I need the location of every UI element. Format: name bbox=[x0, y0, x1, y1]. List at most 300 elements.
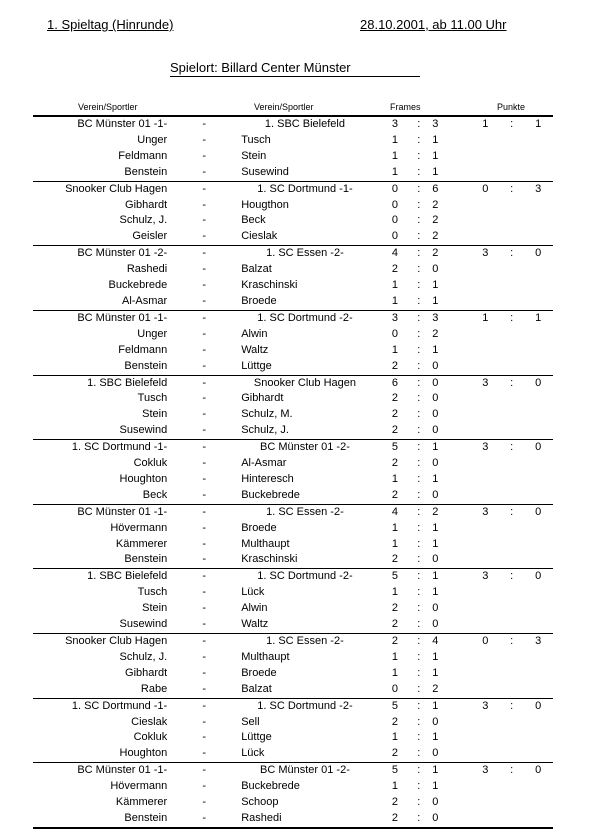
spacer bbox=[447, 521, 470, 537]
points-away bbox=[523, 213, 553, 229]
points-colon: : bbox=[510, 118, 514, 130]
game-row bbox=[33, 779, 553, 795]
points-home bbox=[471, 617, 501, 633]
points-colon bbox=[500, 715, 523, 731]
points-home bbox=[471, 682, 501, 698]
frames-away: 1 bbox=[432, 666, 439, 679]
spacer bbox=[447, 198, 470, 214]
points-colon bbox=[500, 521, 523, 537]
versus-dash: - bbox=[167, 634, 241, 650]
game-row bbox=[33, 585, 553, 601]
spacer bbox=[447, 779, 470, 795]
points-home: 3 bbox=[471, 246, 501, 262]
frames-away: 2 bbox=[432, 214, 439, 227]
points-home bbox=[471, 521, 501, 537]
frames-colon: : bbox=[417, 682, 421, 695]
points-colon bbox=[500, 229, 523, 245]
points-colon bbox=[500, 423, 523, 439]
points-home bbox=[471, 746, 501, 762]
points-away bbox=[523, 278, 553, 294]
points-away bbox=[523, 585, 553, 601]
game-row bbox=[33, 601, 553, 617]
frames-colon: : bbox=[409, 246, 428, 262]
match-row bbox=[33, 181, 553, 197]
versus-dash: - bbox=[202, 165, 207, 178]
points-home bbox=[471, 165, 501, 181]
frames-home: 1 bbox=[391, 586, 399, 599]
versus-dash: - bbox=[167, 698, 241, 714]
match-row bbox=[33, 504, 553, 520]
frames-home: 2 bbox=[391, 424, 399, 437]
spacer bbox=[447, 617, 470, 633]
points-home bbox=[471, 601, 501, 617]
spacer bbox=[447, 552, 470, 568]
frames-away: 0 bbox=[432, 263, 439, 276]
game-row bbox=[33, 537, 553, 553]
frames-home: 2 bbox=[391, 263, 399, 276]
home-player: Cieslak bbox=[131, 715, 168, 728]
points-home bbox=[471, 327, 501, 343]
home-player: Stein bbox=[142, 408, 168, 421]
versus-dash: - bbox=[202, 230, 207, 243]
points-colon bbox=[500, 537, 523, 553]
points-colon bbox=[500, 359, 523, 375]
frames-colon: : bbox=[409, 811, 428, 828]
frames-home: 2 bbox=[391, 408, 399, 421]
spacer bbox=[447, 585, 470, 601]
spacer bbox=[447, 456, 470, 472]
frames-away: 3 bbox=[432, 118, 439, 130]
frames-colon: : bbox=[417, 263, 421, 276]
points-colon bbox=[500, 601, 523, 617]
column-header-frames: Frames bbox=[390, 102, 421, 112]
frames-home: 1 bbox=[391, 165, 399, 178]
home-player: Tusch bbox=[137, 392, 168, 405]
home-player: Gibhardt bbox=[125, 198, 168, 211]
points-colon bbox=[500, 585, 523, 601]
spacer bbox=[447, 165, 470, 181]
away-player: Broede bbox=[241, 666, 277, 679]
home-player: Gibhardt bbox=[125, 666, 168, 679]
away-player: Beck bbox=[241, 214, 266, 227]
spacer bbox=[447, 488, 470, 504]
away-player: Balzat bbox=[241, 263, 272, 276]
points-away bbox=[523, 327, 553, 343]
frames-away: 0 bbox=[432, 488, 439, 501]
frames-home: 2 bbox=[381, 634, 410, 650]
frames-home: 2 bbox=[391, 392, 399, 405]
versus-dash: - bbox=[202, 198, 207, 211]
points-colon: : bbox=[500, 310, 523, 326]
round-title: 1. Spieltag (Hinrunde) bbox=[47, 17, 174, 32]
points-home: 3 bbox=[471, 440, 501, 456]
frames-colon: : bbox=[417, 521, 421, 534]
game-row bbox=[33, 229, 553, 245]
versus-dash: - bbox=[202, 731, 207, 744]
versus-dash: - bbox=[202, 472, 207, 485]
game-row bbox=[33, 552, 553, 568]
frames-colon: : bbox=[417, 796, 421, 809]
frames-away: 0 bbox=[428, 811, 447, 828]
points-away: 0 bbox=[523, 246, 553, 262]
game-row bbox=[33, 682, 553, 698]
points-away: 1 bbox=[535, 118, 542, 130]
frames-away: 0 bbox=[432, 553, 439, 566]
spacer bbox=[447, 730, 470, 746]
game-row bbox=[33, 795, 553, 811]
points-colon bbox=[500, 456, 523, 472]
match-row bbox=[33, 310, 553, 326]
versus-dash: - bbox=[202, 424, 207, 437]
home-team: BC Münster 01 -1- bbox=[33, 310, 167, 326]
frames-colon: : bbox=[417, 230, 421, 243]
away-player: Multhaupt bbox=[241, 537, 290, 550]
frames-colon: : bbox=[417, 618, 421, 631]
frames-away: 0 bbox=[432, 392, 439, 405]
versus-dash: - bbox=[202, 279, 207, 292]
frames-colon: : bbox=[417, 165, 421, 178]
points-away bbox=[523, 407, 553, 423]
points-home bbox=[471, 537, 501, 553]
spacer bbox=[447, 133, 470, 149]
away-team: 1. SC Dortmund -2- bbox=[241, 569, 381, 585]
spacer bbox=[447, 149, 470, 165]
points-away: 0 bbox=[523, 569, 553, 585]
frames-away: 2 bbox=[428, 504, 447, 520]
away-player: Balzat bbox=[241, 682, 272, 695]
versus-dash: - bbox=[167, 440, 241, 456]
spacer bbox=[447, 650, 470, 666]
points-away bbox=[523, 650, 553, 666]
home-player: Feldmann bbox=[118, 343, 168, 356]
spacer bbox=[447, 472, 470, 488]
frames-home: 0 bbox=[391, 198, 399, 211]
points-away: 0 bbox=[523, 375, 553, 391]
game-row bbox=[33, 617, 553, 633]
away-player: Hinteresch bbox=[241, 472, 294, 485]
spacer bbox=[447, 440, 470, 456]
frames-colon: : bbox=[417, 715, 421, 728]
versus-dash: - bbox=[167, 569, 241, 585]
spacer bbox=[447, 634, 470, 650]
points-home: 1 bbox=[471, 310, 501, 326]
versus-dash: - bbox=[167, 763, 241, 779]
match-row bbox=[33, 763, 553, 779]
points-home: 3 bbox=[471, 763, 501, 779]
points-away bbox=[523, 811, 553, 828]
points-home bbox=[471, 488, 501, 504]
game-row bbox=[33, 472, 553, 488]
frames-colon: : bbox=[417, 359, 421, 372]
away-player: Broede bbox=[241, 294, 277, 307]
away-player: Kraschinski bbox=[241, 279, 298, 292]
points-away: 1 bbox=[523, 310, 553, 326]
game-row bbox=[33, 423, 553, 439]
away-player: Broede bbox=[241, 521, 277, 534]
points-away bbox=[523, 149, 553, 165]
points-away bbox=[523, 552, 553, 568]
frames-away: 0 bbox=[432, 715, 439, 728]
points-away bbox=[523, 779, 553, 795]
points-home bbox=[471, 650, 501, 666]
away-player: Buckebrede bbox=[241, 488, 300, 501]
points-colon bbox=[500, 327, 523, 343]
spacer bbox=[447, 310, 470, 326]
points-home bbox=[471, 359, 501, 375]
match-row bbox=[33, 698, 553, 714]
home-player: Benstein bbox=[33, 811, 167, 828]
spacer bbox=[447, 246, 470, 262]
frames-away: 1 bbox=[432, 650, 439, 663]
spacer bbox=[447, 715, 470, 731]
versus-dash: - bbox=[202, 294, 207, 307]
points-colon bbox=[500, 617, 523, 633]
points-home: 0 bbox=[471, 634, 501, 650]
frames-colon: : bbox=[417, 214, 421, 227]
spacer bbox=[447, 569, 470, 585]
frames-colon: : bbox=[417, 118, 421, 130]
frames-away: 1 bbox=[432, 472, 439, 485]
points-home bbox=[471, 795, 501, 811]
frames-home: 2 bbox=[391, 488, 399, 501]
home-player: Kämmerer bbox=[115, 796, 168, 809]
points-home bbox=[471, 133, 501, 149]
frames-away: 0 bbox=[432, 602, 439, 615]
home-player: Benstein bbox=[124, 165, 168, 178]
versus-dash: - bbox=[202, 327, 207, 340]
points-away bbox=[523, 229, 553, 245]
versus-dash: - bbox=[202, 214, 207, 227]
game-row bbox=[33, 359, 553, 375]
away-player: Schulz, M. bbox=[241, 408, 293, 421]
home-player: Susewind bbox=[119, 618, 168, 631]
game-row bbox=[33, 327, 553, 343]
versus-dash: - bbox=[202, 457, 207, 470]
points-away bbox=[523, 666, 553, 682]
frames-home: 6 bbox=[381, 375, 410, 391]
versus-dash: - bbox=[202, 118, 207, 130]
frames-colon: : bbox=[417, 133, 421, 146]
points-away bbox=[523, 343, 553, 359]
game-row bbox=[33, 730, 553, 746]
points-home bbox=[471, 779, 501, 795]
frames-colon: : bbox=[417, 343, 421, 356]
home-team: 1. SC Dortmund -1- bbox=[33, 440, 167, 456]
frames-home: 1 bbox=[391, 133, 399, 146]
frames-colon: : bbox=[417, 602, 421, 615]
frames-colon: : bbox=[417, 488, 421, 501]
home-player: Schulz, J. bbox=[119, 650, 168, 663]
points-away bbox=[523, 391, 553, 407]
frames-home: 2 bbox=[391, 602, 399, 615]
home-player: Unger bbox=[137, 133, 168, 146]
home-player: Rabe bbox=[140, 682, 168, 695]
points-away: 0 bbox=[523, 440, 553, 456]
frames-colon: : bbox=[417, 198, 421, 211]
venue-title: Spielort: Billard Center Münster bbox=[170, 60, 420, 77]
frames-away: 1 bbox=[432, 343, 439, 356]
versus-dash: - bbox=[202, 747, 207, 760]
versus-dash: - bbox=[167, 504, 241, 520]
home-team: BC Münster 01 -1- bbox=[33, 763, 167, 779]
points-home bbox=[471, 730, 501, 746]
game-row bbox=[33, 213, 553, 229]
away-player: Lüttge bbox=[241, 359, 272, 372]
frames-away: 2 bbox=[432, 230, 439, 243]
frames-away: 0 bbox=[432, 747, 439, 760]
home-player: Rashedi bbox=[126, 263, 168, 276]
frames-home: 1 bbox=[391, 472, 399, 485]
points-colon bbox=[500, 682, 523, 698]
spacer bbox=[447, 666, 470, 682]
match-row bbox=[33, 375, 553, 391]
versus-dash: - bbox=[202, 488, 207, 501]
column-header-points: Punkte bbox=[497, 102, 526, 112]
away-player: Buckebrede bbox=[241, 780, 300, 793]
away-team: 1. SC Dortmund -2- bbox=[241, 698, 381, 714]
spacer bbox=[447, 278, 470, 294]
points-colon bbox=[500, 391, 523, 407]
versus-dash: - bbox=[202, 537, 207, 550]
home-player: Al-Asmar bbox=[121, 294, 168, 307]
points-home bbox=[471, 278, 501, 294]
points-colon bbox=[500, 198, 523, 214]
versus-dash: - bbox=[167, 375, 241, 391]
game-row bbox=[33, 650, 553, 666]
frames-colon: : bbox=[417, 650, 421, 663]
points-away bbox=[523, 521, 553, 537]
frames-colon: : bbox=[409, 763, 428, 779]
spacer bbox=[447, 229, 470, 245]
points-away bbox=[523, 456, 553, 472]
away-team: 1. SC Dortmund -1- bbox=[241, 181, 381, 197]
away-player: Schoop bbox=[241, 796, 279, 809]
away-team: Snooker Club Hagen bbox=[241, 375, 381, 391]
versus-dash: - bbox=[202, 553, 207, 566]
versus-dash: - bbox=[202, 715, 207, 728]
frames-away: 2 bbox=[432, 327, 439, 340]
frames-away: 1 bbox=[428, 763, 447, 779]
versus-dash: - bbox=[202, 666, 207, 679]
points-colon: : bbox=[500, 181, 523, 197]
points-home bbox=[471, 149, 501, 165]
home-player: Hövermann bbox=[110, 780, 168, 793]
frames-colon: : bbox=[417, 780, 421, 793]
match-row bbox=[33, 634, 553, 650]
home-team: BC Münster 01 -1- bbox=[77, 118, 168, 130]
spacer bbox=[447, 327, 470, 343]
frames-home: 2 bbox=[391, 359, 399, 372]
date-time: 28.10.2001, ab 11.00 Uhr bbox=[360, 17, 507, 32]
game-row bbox=[33, 149, 553, 165]
frames-colon: : bbox=[417, 327, 421, 340]
home-player: Hövermann bbox=[110, 521, 168, 534]
points-home bbox=[471, 262, 501, 278]
versus-dash: - bbox=[202, 133, 207, 146]
spacer bbox=[447, 763, 470, 779]
home-player: Unger bbox=[137, 327, 168, 340]
versus-dash: - bbox=[202, 780, 207, 793]
away-player: Multhaupt bbox=[241, 650, 290, 663]
points-home bbox=[471, 407, 501, 423]
frames-away: 0 bbox=[432, 359, 439, 372]
points-colon: : bbox=[500, 504, 523, 520]
home-team: BC Münster 01 -1- bbox=[33, 504, 167, 520]
versus-dash: - bbox=[202, 263, 207, 276]
game-row bbox=[33, 133, 553, 149]
game-row bbox=[33, 343, 553, 359]
versus-dash: - bbox=[202, 682, 207, 695]
points-home: 3 bbox=[471, 698, 501, 714]
home-player: Feldmann bbox=[118, 149, 168, 162]
frames-away: 1 bbox=[432, 537, 439, 550]
frames-home: 1 bbox=[391, 521, 399, 534]
points-away: 0 bbox=[523, 698, 553, 714]
spacer bbox=[447, 359, 470, 375]
away-player: Cieslak bbox=[241, 230, 278, 243]
match-row bbox=[33, 246, 553, 262]
points-colon bbox=[500, 294, 523, 310]
spacer bbox=[447, 391, 470, 407]
frames-colon: : bbox=[417, 731, 421, 744]
home-player: Cokluk bbox=[133, 731, 168, 744]
spacer bbox=[447, 213, 470, 229]
away-team: 1. SBC Bielefeld bbox=[264, 118, 345, 130]
frames-home: 0 bbox=[381, 181, 410, 197]
home-player: Tusch bbox=[137, 586, 168, 599]
frames-home: 2 bbox=[391, 457, 399, 470]
points-away bbox=[523, 682, 553, 698]
spacer bbox=[447, 262, 470, 278]
frames-colon: : bbox=[417, 586, 421, 599]
spacer bbox=[447, 423, 470, 439]
away-team: 1. SC Dortmund -2- bbox=[241, 310, 381, 326]
frames-colon: : bbox=[409, 698, 428, 714]
spacer bbox=[447, 601, 470, 617]
home-team: BC Münster 01 -2- bbox=[33, 246, 167, 262]
frames-colon: : bbox=[417, 553, 421, 566]
game-row bbox=[33, 407, 553, 423]
points-away: 3 bbox=[523, 181, 553, 197]
frames-away: 2 bbox=[432, 682, 439, 695]
spacer bbox=[447, 811, 470, 828]
frames-colon: : bbox=[409, 310, 428, 326]
points-away bbox=[523, 715, 553, 731]
frames-away: 1 bbox=[428, 698, 447, 714]
game-row bbox=[33, 666, 553, 682]
home-team: 1. SBC Bielefeld bbox=[33, 375, 167, 391]
points-home bbox=[471, 343, 501, 359]
home-player: Benstein bbox=[124, 553, 168, 566]
versus-dash: - bbox=[202, 521, 207, 534]
points-colon: : bbox=[500, 569, 523, 585]
spacer bbox=[447, 682, 470, 698]
column-header-away: Verein/Sportler bbox=[254, 102, 314, 112]
points-away bbox=[523, 262, 553, 278]
versus-dash: - bbox=[202, 650, 207, 663]
results-table bbox=[33, 115, 553, 829]
frames-colon: : bbox=[417, 424, 421, 437]
frames-away: 0 bbox=[432, 618, 439, 631]
points-away bbox=[523, 423, 553, 439]
home-team: Snooker Club Hagen bbox=[33, 181, 167, 197]
points-away: 0 bbox=[523, 504, 553, 520]
spacer bbox=[447, 537, 470, 553]
frames-colon: : bbox=[417, 537, 421, 550]
points-away bbox=[523, 198, 553, 214]
points-home: 3 bbox=[471, 504, 501, 520]
game-row bbox=[33, 715, 553, 731]
